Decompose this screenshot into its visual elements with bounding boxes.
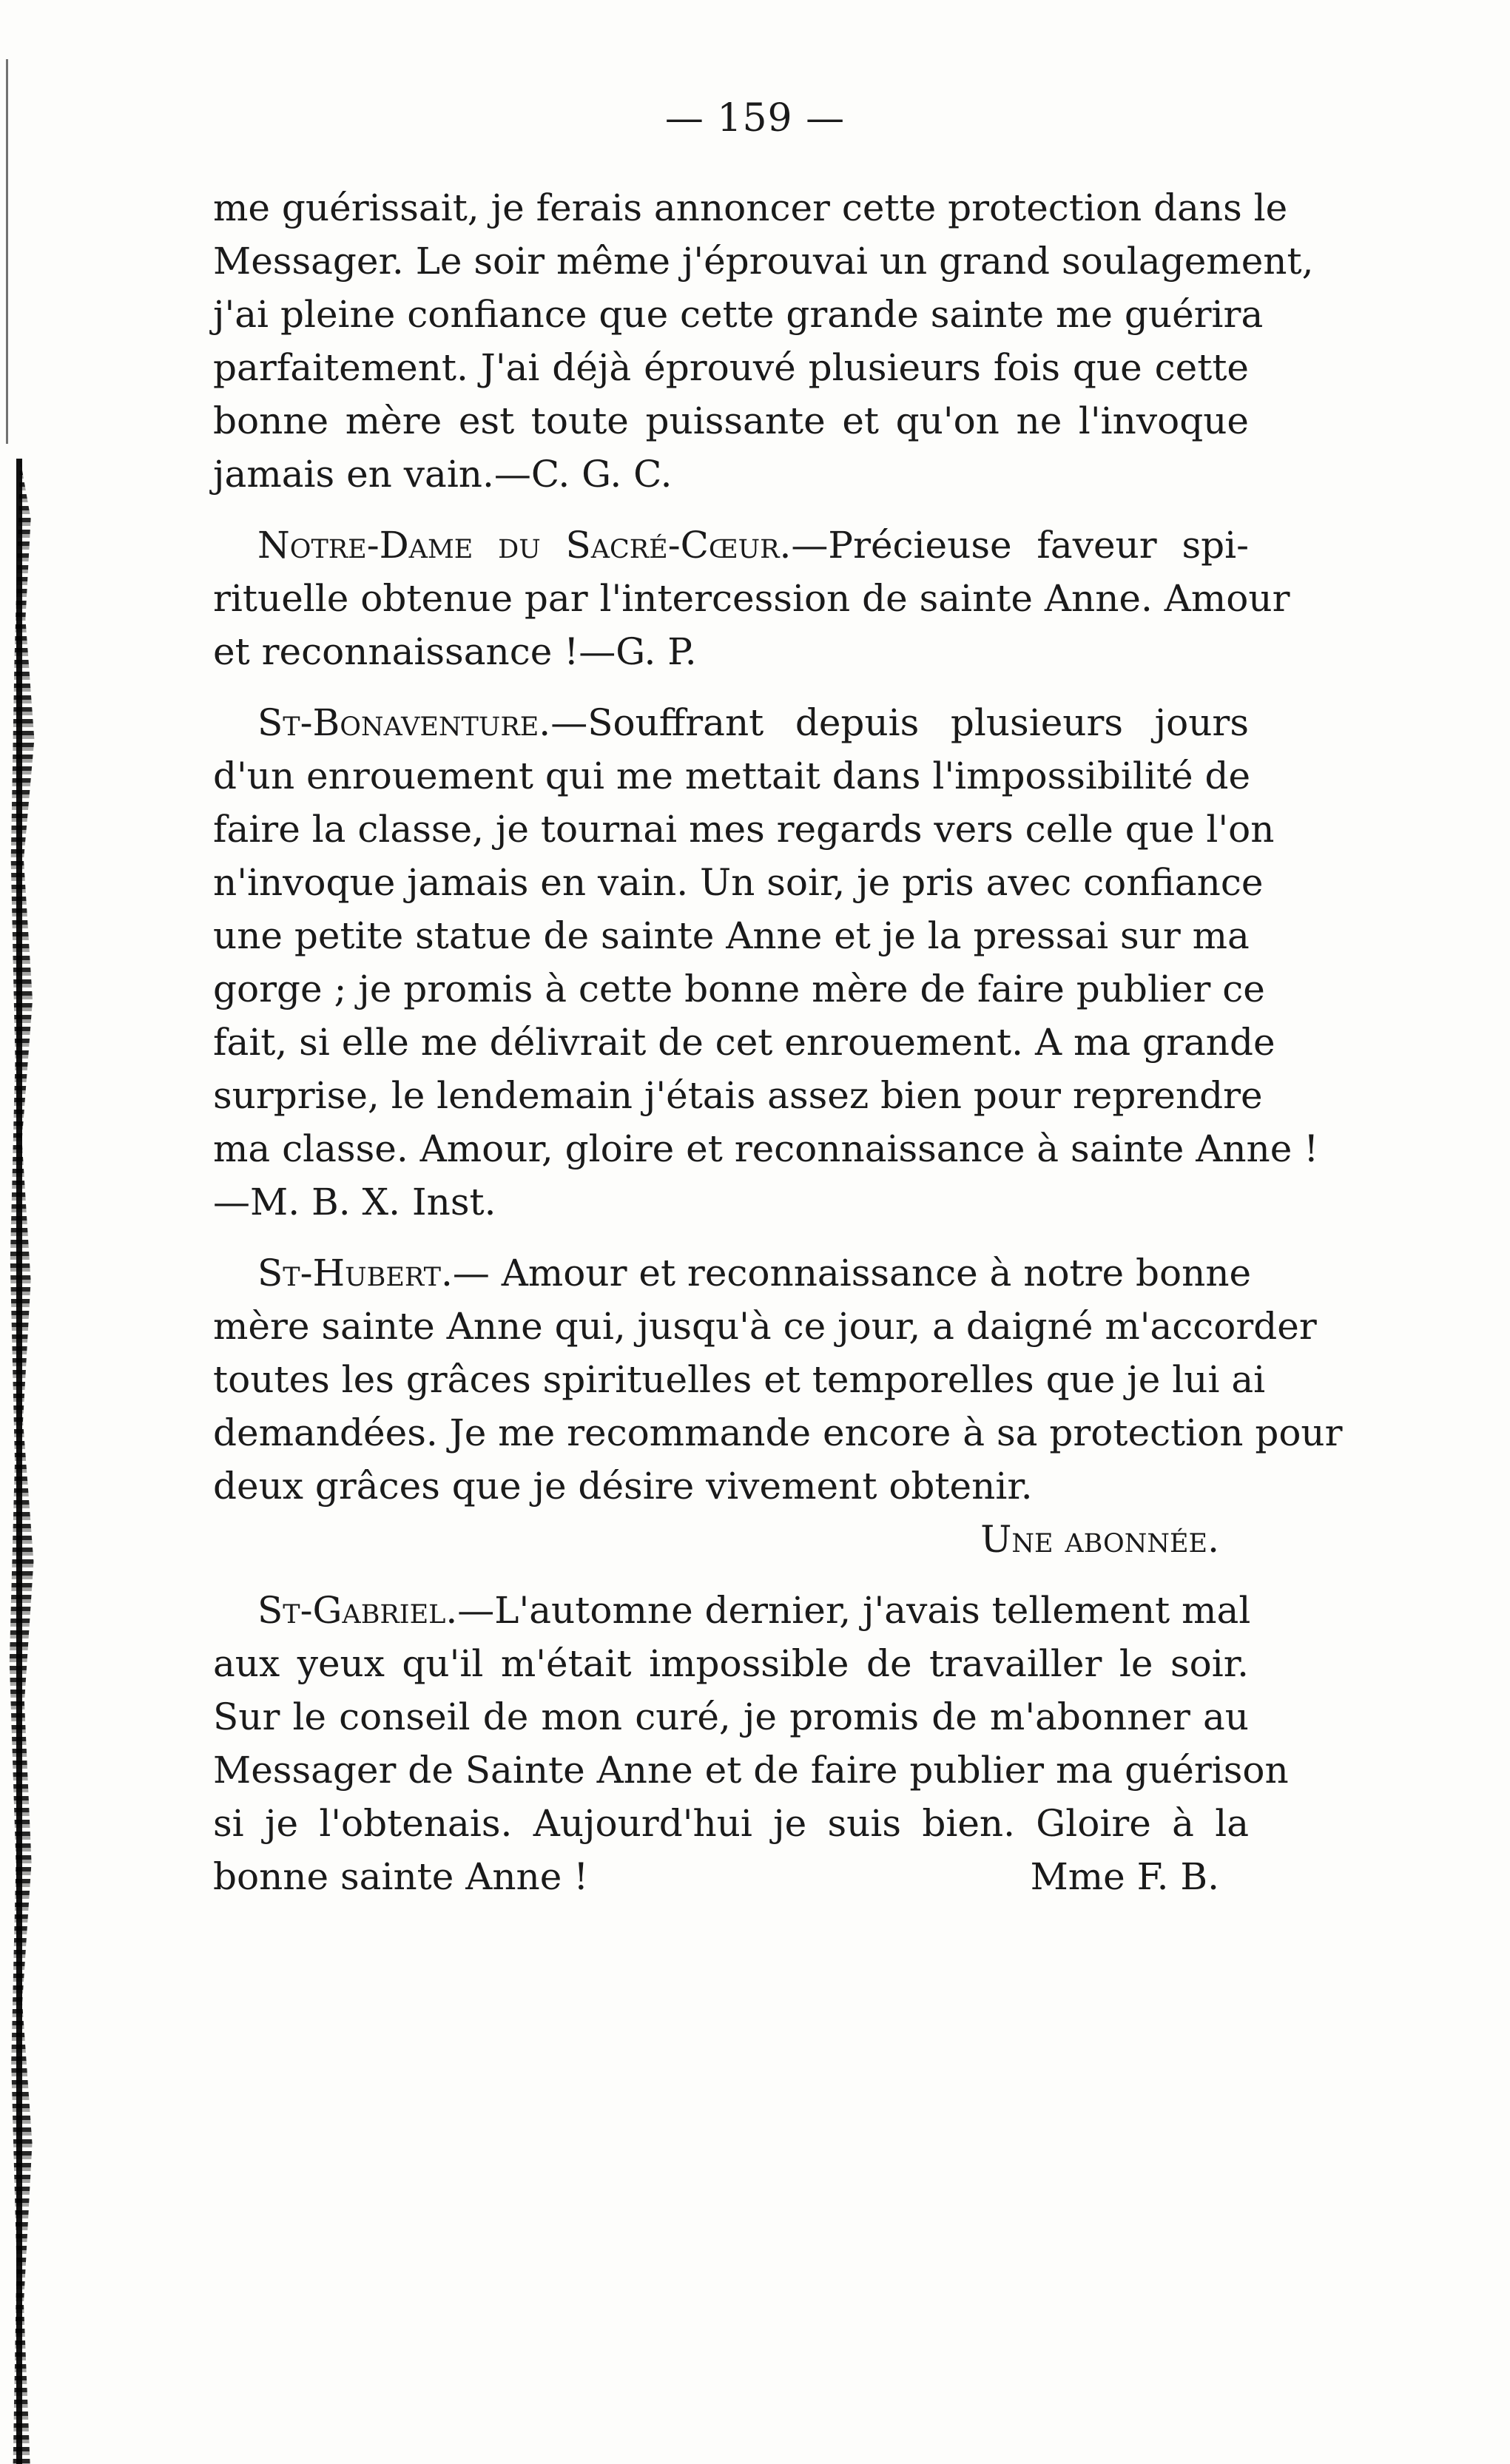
text-line: St-Bonaventure.—Souffrant depuis plusieurs jours: [257, 701, 1249, 744]
text-line: et reconnaissance !—G. P.: [213, 630, 697, 673]
text-line: faire la classe, je tournai mes regards vers celle que l'on: [213, 808, 1275, 851]
place-name: St-Hubert.: [257, 1252, 453, 1295]
text-line: Notre-Dame du Sacré-Cœur.—Précieuse faveur spi-: [257, 524, 1250, 567]
text-line: St-Hubert.— Amour et reconnaissance à notre bonne: [257, 1252, 1252, 1295]
place-name: St-Gabriel.: [257, 1589, 458, 1632]
text-line: aux yeux qu'il m'était impossible de travailler le soir.: [213, 1642, 1249, 1685]
text-line: me guérissait, je ferais annoncer cette protection dans le: [213, 186, 1288, 229]
text-line: —M. B. X. Inst.: [213, 1181, 496, 1223]
text-line: Messager. Le soir même j'éprouvai un grand soulagement,: [213, 240, 1314, 283]
place-name: St-Bonaventure.: [257, 701, 551, 744]
paragraph-notre-dame: [213, 519, 1290, 678]
text-line: d'un enrouement qui me mettait dans l'impossibilité de: [213, 755, 1251, 797]
binding-edge: [0, 459, 52, 2464]
place-name: Notre-Dame du Sacré-Cœur.: [257, 524, 792, 567]
text-line: n'invoque jamais en vain. Un soir, je pris avec confiance: [213, 861, 1264, 904]
text-line: fait, si elle me délivrait de cet enrouement. A ma grande: [213, 1021, 1275, 1064]
signature: Une abonnée.: [980, 1518, 1219, 1561]
text-line: Sur le conseil de mon curé, je promis de m'abonner au: [213, 1695, 1249, 1738]
text-line: si je l'obtenais. Aujourd'hui je suis bien. Gloire à la: [213, 1802, 1249, 1845]
text-line: toutes les grâces spirituelles et temporelles que je lui ai: [213, 1358, 1266, 1401]
text-line: ma classe. Amour, gloire et reconnaissance à sainte Anne !: [213, 1127, 1319, 1170]
text-line: surprise, le lendemain j'étais assez bien pour reprendre: [213, 1074, 1263, 1117]
text-line: j'ai pleine confiance que cette grande sainte me guérira: [213, 293, 1264, 336]
text-line: Messager de Sainte Anne et de faire publier ma guérison: [213, 1749, 1289, 1792]
paragraph-st-hubert: [213, 1246, 1343, 1566]
text-line: rituelle obtenue par l'intercession de sainte Anne. Amour: [213, 577, 1290, 620]
page-number: — 159 —: [664, 96, 846, 141]
text-line: bonne sainte Anne ! Mme F. B.: [213, 1850, 1249, 1903]
text-line: bonne mère est toute puissante et qu'on ne l'invoque: [213, 399, 1249, 442]
paragraph-st-bonaventure: [213, 696, 1319, 1229]
text-line: St-Gabriel.—L'automne dernier, j'avais tellement mal: [257, 1589, 1251, 1632]
text-line: gorge ; je promis à cette bonne mère de faire publier ce: [213, 968, 1265, 1010]
paragraph-st-gabriel: [213, 1584, 1289, 1903]
text-block: [213, 181, 1343, 1903]
text-line: une petite statue de sainte Anne et je la pressai sur ma: [213, 914, 1250, 957]
text-line: deux grâces que je désire vivement obtenir.: [213, 1465, 1033, 1508]
text-line: demandées. Je me recommande encore à sa protection pour: [213, 1411, 1343, 1454]
text-line: parfaitement. J'ai déjà éprouvé plusieurs fois que cette: [213, 346, 1249, 389]
text-line: jamais en vain.—C. G. C.: [213, 453, 673, 496]
text-line: mère sainte Anne qui, jusqu'à ce jour, a daigné m'accorder: [213, 1305, 1317, 1348]
paragraph-1: [213, 181, 1314, 501]
signature: Mme F. B.: [1030, 1855, 1219, 1898]
